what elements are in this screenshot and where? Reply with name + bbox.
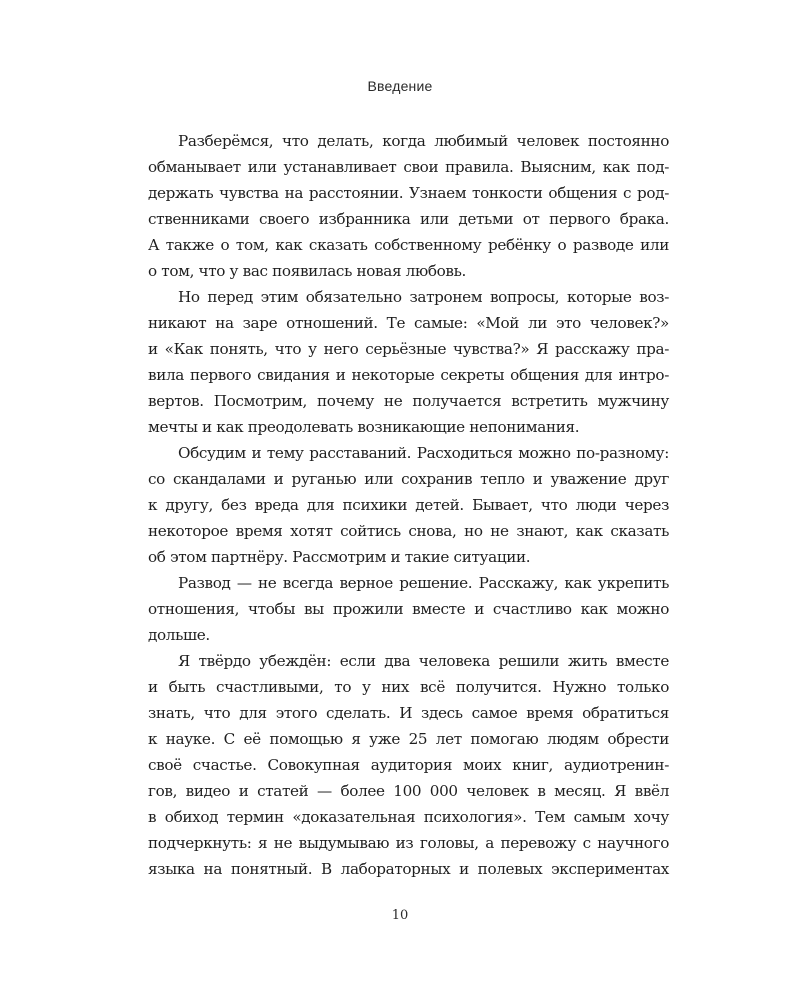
text-line: Развод — не всегда верное решение. Расскажу, как укрепить [178,574,669,592]
paragraph [148,440,669,570]
text-line: со скандалами и руганью или сохранив тепло и уважение друг [148,470,669,488]
paragraph [148,648,669,882]
text-line: дольше. [148,626,210,644]
text-line: об этом партнёру. Рассмотрим и такие ситуации. [148,548,531,566]
text-line: обманывает или устанавливает свои правила. Выясним, как под- [148,158,669,176]
text-line: к науке. С её помощью я уже 25 лет помогаю людям обрести [148,730,669,748]
text-line: о том, что у вас появилась новая любовь. [148,262,467,280]
text-line: держать чувства на расстоянии. Узнаем тонкости общения с род- [148,184,669,202]
paragraph [148,284,669,440]
text-line: и быть счастливыми, то у них всё получится. Нужно только [148,678,669,696]
text-line: А также о том, как сказать собственному ребёнку о разводе или [148,236,669,254]
text-line: и «Как понять, что у него серьёзные чувства?» Я расскажу пра- [148,340,669,358]
text-line: мечты и как преодолевать возникающие непонимания. [148,418,580,436]
text-line: в обиход термин «доказательная психология». Тем самым хочу [148,808,669,826]
text-line: Обсудим и тему расставаний. Расходиться можно по-разному: [178,444,669,462]
text-line: гов, видео и статей — более 100 000 человек в месяц. Я ввёл [148,782,669,800]
text-line: Разберёмся, что делать, когда любимый человек постоянно [178,132,669,150]
paragraph [148,128,669,284]
text-line: подчеркнуть: я не выдумываю из головы, а перевожу с научного [148,834,669,852]
text-line: Я твёрдо убеждён: если два человека решили жить вместе [178,652,669,670]
text-line: вила первого свидания и некоторые секреты общения для интро- [148,366,669,384]
text-line: знать, что для этого сделать. И здесь самое время обратиться [148,704,669,722]
text-line: ственниками своего избранника или детьми от первого брака. [148,210,669,228]
text-line: некоторое время хотят сойтись снова, но не знают, как сказать [148,522,669,540]
text-line: Но перед этим обязательно затронем вопросы, которые воз- [178,288,669,306]
page-number: 10 [391,908,409,923]
text-line: отношения, чтобы вы прожили вместе и счастливо как можно [148,600,669,618]
text-line: своё счастье. Совокупная аудитория моих книг, аудиотренин- [148,756,669,774]
text-line: языка на понятный. В лабораторных и полевых экспериментах [148,860,669,878]
text-line: никают на заре отношений. Те самые: «Мой ли это человек?» [148,314,669,332]
paragraph [148,570,669,648]
running-head: Введение [367,78,433,94]
text-line: вертов. Посмотрим, почему не получается встретить мужчину [148,392,669,410]
body-text [148,128,669,882]
text-line: к другу, без вреда для психики детей. Бывает, что люди через [148,496,669,514]
